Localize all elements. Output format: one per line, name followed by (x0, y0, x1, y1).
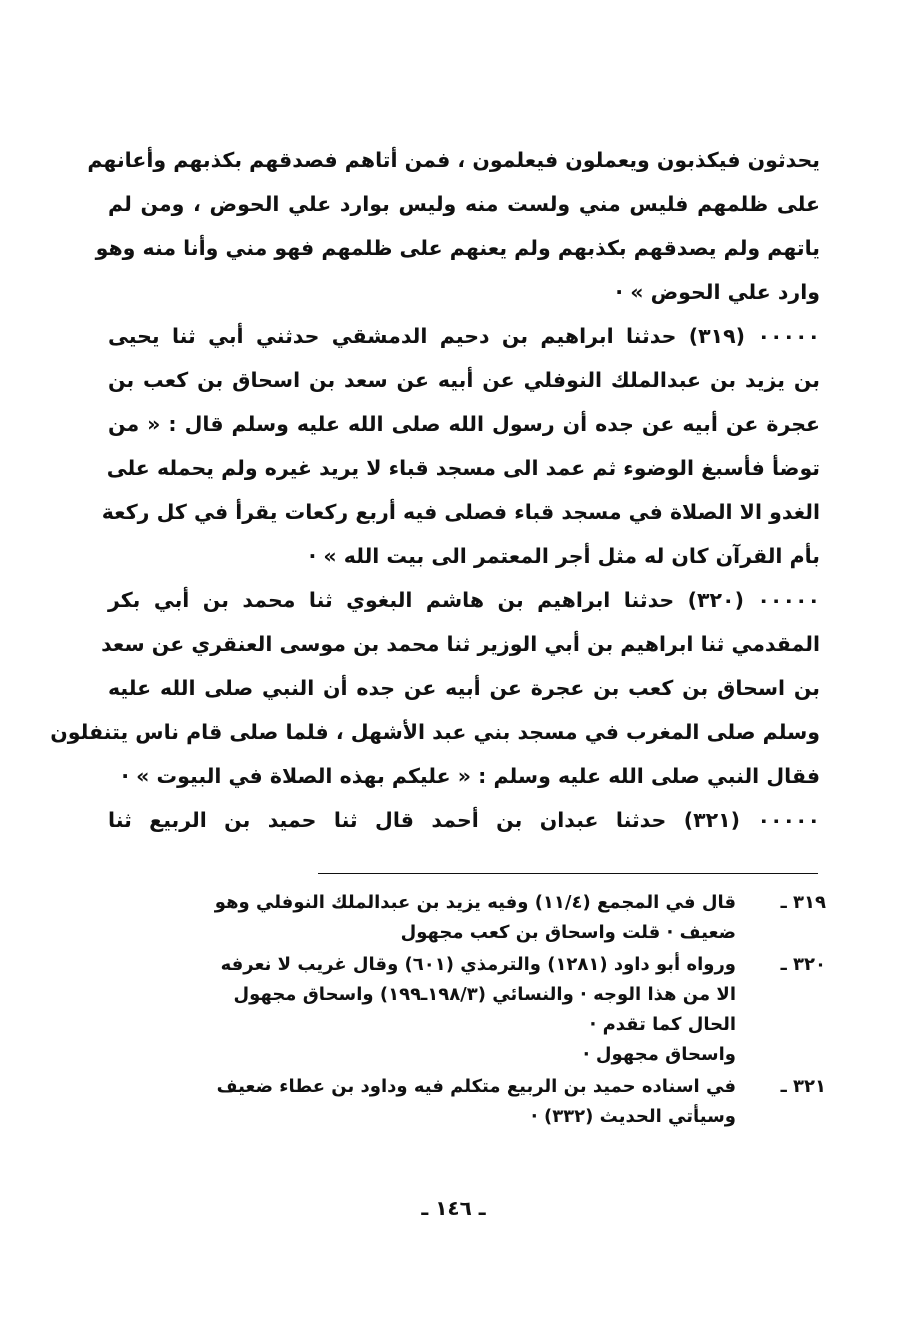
footnote-divider (318, 873, 818, 874)
footnote-319 (108, 888, 826, 948)
footnote-line: الحال كما تقدم · (589, 1014, 736, 1035)
footnote-line: ورواه أبو داود (١٢٨١) والترمذي (٦٠١) وقال غريب لا نعرفه (220, 954, 736, 975)
footnote-line: الا من هذا الوجه · والنسائي (١٩٨/٣ـ١٩٩) واسحاق مجهول (233, 984, 736, 1005)
main-text (50, 138, 820, 842)
text-line: فقال النبي صلى الله عليه وسلم : « عليكم بهذه الصلاة في البيوت » · (121, 764, 820, 788)
footnote-320 (108, 950, 826, 1070)
footnote-line: ضعيف · قلت واسحاق بن كعب مجهول (400, 922, 736, 943)
footnote-number: ٣١٩ ـ (780, 892, 826, 913)
footnote-number: ٣٢١ ـ (780, 1076, 826, 1097)
text-line: ياتهم ولم يصدقهم بكذبهم ولم يعنهم على ظلمهم فهو مني وأنا منه وهو (95, 236, 820, 260)
footnote-321 (108, 1072, 826, 1132)
text-line: بأم القرآن كان له مثل أجر المعتمر الى بيت الله » · (308, 544, 820, 568)
footnotes (108, 888, 826, 1134)
hadith-320-line: ٠٠٠٠٠ (٣٢٠) حدثنا ابراهيم بن هاشم البغوي ثنا محمد بن أبي بكر (108, 588, 820, 612)
text-line: على ظلمهم فليس مني ولست منه وليس بوارد علي الحوض ، ومن لم (108, 192, 820, 216)
hadith-319-line: ٠٠٠٠٠ (٣١٩) حدثنا ابراهيم بن دحيم الدمشقي حدثني أبي ثنا يحيى (108, 324, 820, 348)
text-line: عجرة عن أبيه عن جده أن رسول الله صلى الله عليه وسلم قال : « من (108, 412, 820, 436)
text-line: المقدمي ثنا ابراهيم بن أبي الوزير ثنا محمد بن موسى العنقري عن سعد (101, 632, 820, 656)
footnote-line: وسيأتي الحديث (٣٣٢) · (530, 1106, 736, 1127)
text-line: توضأ فأسبغ الوضوء ثم عمد الى مسجد قباء لا يريد غيره ولم يحمله على (106, 456, 820, 480)
footnote-line: قال في المجمع (١١/٤) وفيه يزيد بن عبدالملك النوفلي وهو (214, 892, 736, 913)
footnote-line: في اسناده حميد بن الربيع متكلم فيه وداود بن عطاء ضعيف (216, 1076, 736, 1097)
text-line: يحدثون فيكذبون ويعملون فيعلمون ، فمن أتاهم فصدقهم بكذبهم وأعانهم (87, 148, 820, 172)
text-line: وسلم صلى المغرب في مسجد بني عبد الأشهل ، فلما صلى قام ناس يتنفلون (50, 720, 820, 744)
hadith-321-line: ٠٠٠٠٠ (٣٢١) حدثنا عبدان بن أحمد قال ثنا حميد بن الربيع ثنا (108, 808, 820, 832)
text-line: الغدو الا الصلاة في مسجد قباء فصلى فيه أربع ركعات يقرأ في كل ركعة (101, 500, 820, 524)
footnote-line: واسحاق مجهول · (582, 1044, 736, 1065)
text-line: بن يزيد بن عبدالملك النوفلي عن أبيه عن سعد بن اسحاق بن كعب بن (108, 368, 820, 392)
page-number: ـ ١٤٦ ـ (421, 1196, 486, 1220)
text-line: وارد علي الحوض » · (615, 280, 820, 304)
text-line: بن اسحاق بن كعب بن عجرة عن أبيه عن جده أن النبي صلى الله عليه (108, 676, 820, 700)
footnote-number: ٣٢٠ ـ (780, 954, 826, 975)
